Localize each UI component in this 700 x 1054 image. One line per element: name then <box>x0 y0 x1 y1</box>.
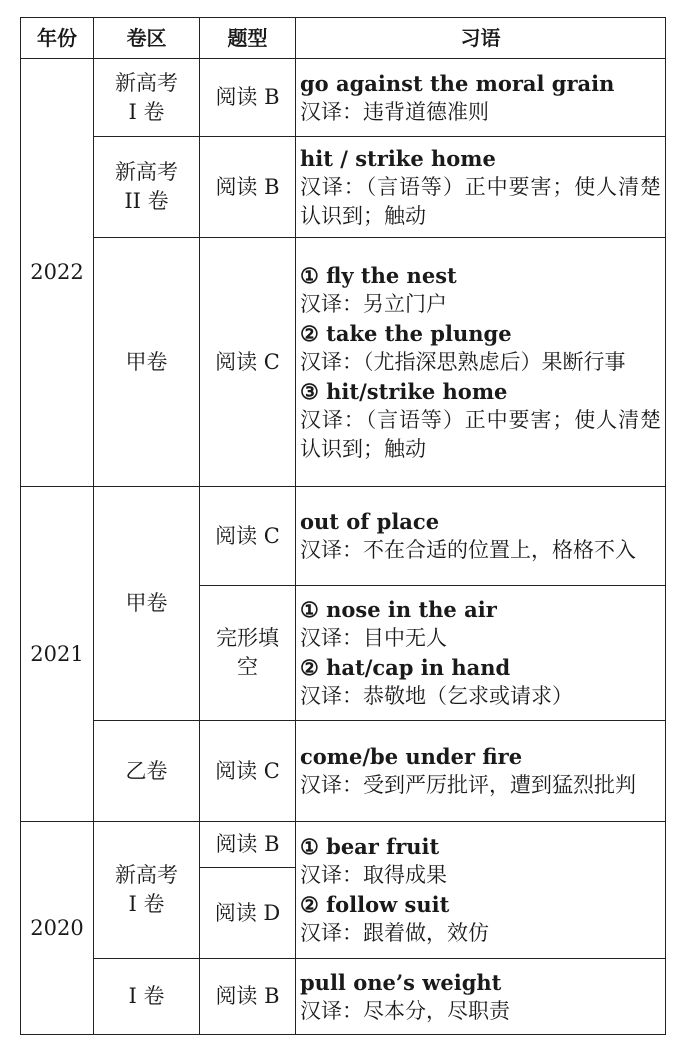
type-cell: 阅读 B <box>200 822 296 868</box>
header-year: 年份 <box>21 18 94 59</box>
idiom-english: ③ hit/strike home <box>300 378 508 404</box>
idiom-english: go against the moral grain <box>300 70 615 96</box>
idiom-cell <box>296 586 666 721</box>
year-cell: 2022 <box>21 59 94 487</box>
paper-cell: 新高考 I 卷 <box>94 59 200 137</box>
table-row <box>21 822 666 868</box>
idiom-translation: 汉译：目中无人 <box>300 626 447 650</box>
year-cell: 2021 <box>21 487 94 822</box>
idiom-english: ② follow suit <box>300 892 450 917</box>
idiom-cell <box>296 959 666 1035</box>
idiom-translation: 汉译：跟着做，效仿 <box>300 921 489 945</box>
header-type: 题型 <box>200 18 296 59</box>
idiom-translation: 汉译：取得成果 <box>300 863 447 887</box>
idiom-cell <box>296 721 666 822</box>
table-row <box>21 238 666 487</box>
idiom-english: ② take the plunge <box>300 320 512 346</box>
idiom-table <box>20 17 666 1035</box>
idiom-english: out of place <box>300 509 440 534</box>
table-row <box>21 959 666 1035</box>
paper-cell: 新高考 II 卷 <box>94 137 200 238</box>
idiom-translation: 汉译：违背道德准则 <box>300 99 489 124</box>
header-paper: 卷区 <box>94 18 200 59</box>
idiom-english: ② hat/cap in hand <box>300 655 511 680</box>
table-row <box>21 487 666 586</box>
type-cell: 阅读 C <box>200 721 296 822</box>
idiom-cell <box>296 59 666 137</box>
idiom-english: hit / strike home <box>300 145 496 171</box>
idiom-english: pull one’s weight <box>300 969 502 995</box>
type-cell: 阅读 C <box>200 238 296 487</box>
type-cell: 阅读 B <box>200 137 296 238</box>
type-cell: 阅读 D <box>200 868 296 959</box>
type-cell: 阅读 B <box>200 59 296 137</box>
idiom-translation: 汉译：受到严厉批评，遭到猛烈批判 <box>300 773 636 797</box>
paper-cell: 甲卷 <box>94 238 200 487</box>
idiom-translation: 汉译：（言语等）正中要害；使人清楚认识到；触动 <box>300 174 661 228</box>
idiom-translation: 汉译：不在合适的位置上，格格不入 <box>300 538 636 562</box>
idiom-cell <box>296 487 666 586</box>
type-cell: 阅读 B <box>200 959 296 1035</box>
idiom-translation: 汉译：另立门户 <box>300 291 447 316</box>
idiom-cell <box>296 137 666 238</box>
paper-cell: I 卷 <box>94 959 200 1035</box>
type-cell: 阅读 C <box>200 487 296 586</box>
paper-cell: 新高考 I 卷 <box>94 822 200 959</box>
idiom-english: ① fly the nest <box>300 262 457 288</box>
idiom-translation: 汉译：（言语等）正中要害；使人清楚认识到；触动 <box>300 407 661 461</box>
header-row <box>21 18 666 59</box>
table-row <box>21 59 666 137</box>
type-cell: 完形填 空 <box>200 586 296 721</box>
idiom-cell <box>296 822 666 959</box>
idiom-cell <box>296 238 666 487</box>
paper-cell: 甲卷 <box>94 487 200 721</box>
year-cell: 2020 <box>21 822 94 1035</box>
idiom-english: ① nose in the air <box>300 597 497 622</box>
idiom-translation: 汉译：尽本分，尽职责 <box>300 998 510 1023</box>
idiom-translation: 汉译：（尤指深思熟虑后）果断行事 <box>300 349 626 374</box>
idiom-translation: 汉译：恭敬地（乞求或请求） <box>300 684 573 708</box>
header-idiom: 习语 <box>296 18 666 59</box>
paper-cell: 乙卷 <box>94 721 200 822</box>
idiom-english: come/be under fire <box>300 744 523 769</box>
table-row <box>21 137 666 238</box>
table-row <box>21 721 666 822</box>
idiom-english: ① bear fruit <box>300 834 440 859</box>
